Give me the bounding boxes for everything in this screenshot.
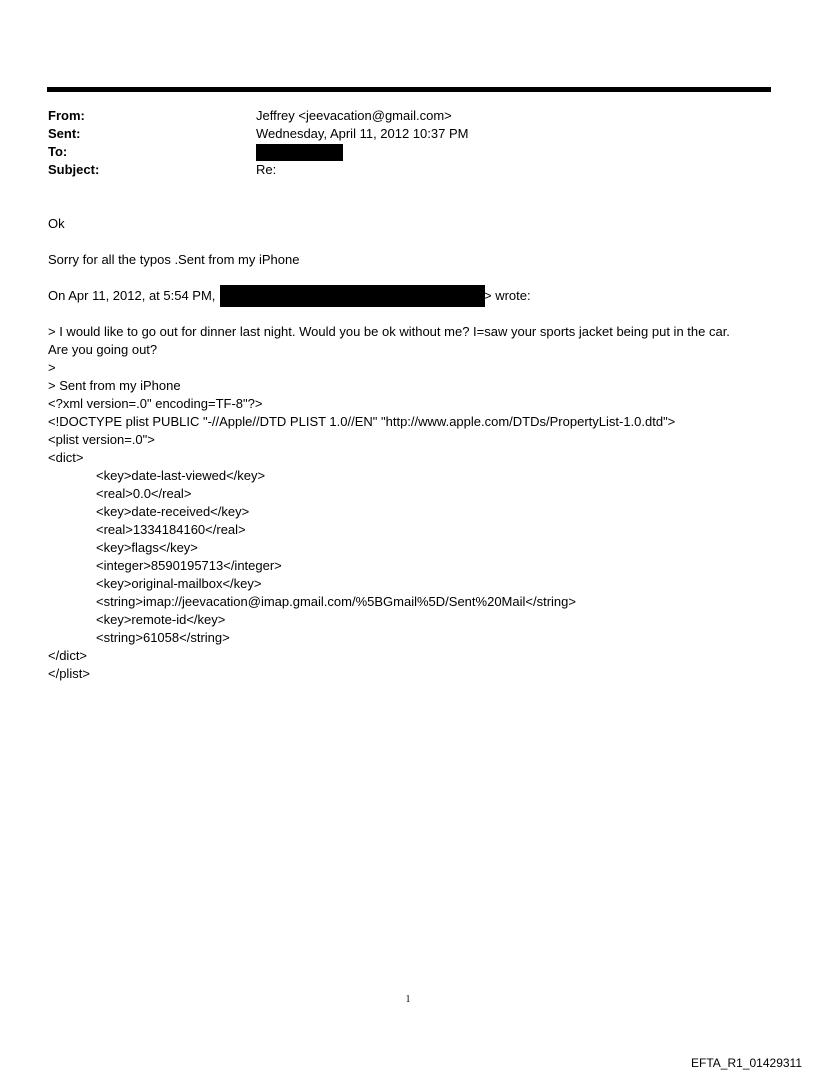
xml-line-12: <string>imap://jeevacation@imap.gmail.com/%5BGmail%5D/Sent%20Mail</string> <box>96 594 576 609</box>
xml-line-9: <key>flags</key> <box>96 540 198 555</box>
xml-line-11: <key>original-mailbox</key> <box>96 576 262 591</box>
xml-line-6: <real>0.0</real> <box>96 486 192 501</box>
sent-value: Wednesday, April 11, 2012 10:37 PM <box>256 126 469 141</box>
wrote-suffix: > wrote: <box>484 288 531 303</box>
body-line-typos: Sorry for all the typos .Sent from my iPhone <box>48 252 300 267</box>
quote-line-3: > <box>48 360 56 375</box>
quote-line-2: Are you going out? <box>48 342 158 357</box>
to-redaction <box>256 144 343 161</box>
sender-redaction <box>220 285 485 307</box>
subject-value: Re: <box>256 162 277 177</box>
xml-line-16: </plist> <box>48 666 90 681</box>
document-id: EFTA_R1_01429311 <box>691 1056 802 1070</box>
xml-line-8: <real>1334184160</real> <box>96 522 246 537</box>
quote-line-4: > Sent from my iPhone <box>48 378 181 393</box>
from-value: Jeffrey <jeevacation@gmail.com> <box>256 108 452 123</box>
from-label: From: <box>48 108 85 123</box>
page-number: 1 <box>405 994 411 1005</box>
to-label: To: <box>48 144 68 159</box>
xml-line-15: </dict> <box>48 648 88 663</box>
body-line-ok: Ok <box>48 216 65 231</box>
header-rule <box>47 87 771 92</box>
on-date-prefix: On Apr 11, 2012, at 5:54 PM, <box>48 288 216 303</box>
sent-label: Sent: <box>48 126 81 141</box>
xml-line-10: <integer>8590195713</integer> <box>96 558 282 573</box>
xml-line-1: <?xml version=.0" encoding=TF-8"?> <box>48 396 263 411</box>
xml-line-4: <dict> <box>48 450 84 465</box>
subject-label: Subject: <box>48 162 100 177</box>
xml-line-2: <!DOCTYPE plist PUBLIC "-//Apple//DTD PLIST 1.0//EN" "http://www.apple.com/DTDs/PropertyList-1.0.dtd"> <box>48 414 676 429</box>
xml-line-3: <plist version=.0"> <box>48 432 155 447</box>
quote-line-1: > I would like to go out for dinner last night. Would you be ok without me? I=saw your sports jacket being put in the car. <box>48 324 730 339</box>
xml-line-13: <key>remote-id</key> <box>96 612 226 627</box>
xml-line-14: <string>61058</string> <box>96 630 230 645</box>
xml-line-7: <key>date-received</key> <box>96 504 250 519</box>
xml-line-5: <key>date-last-viewed</key> <box>96 468 266 483</box>
